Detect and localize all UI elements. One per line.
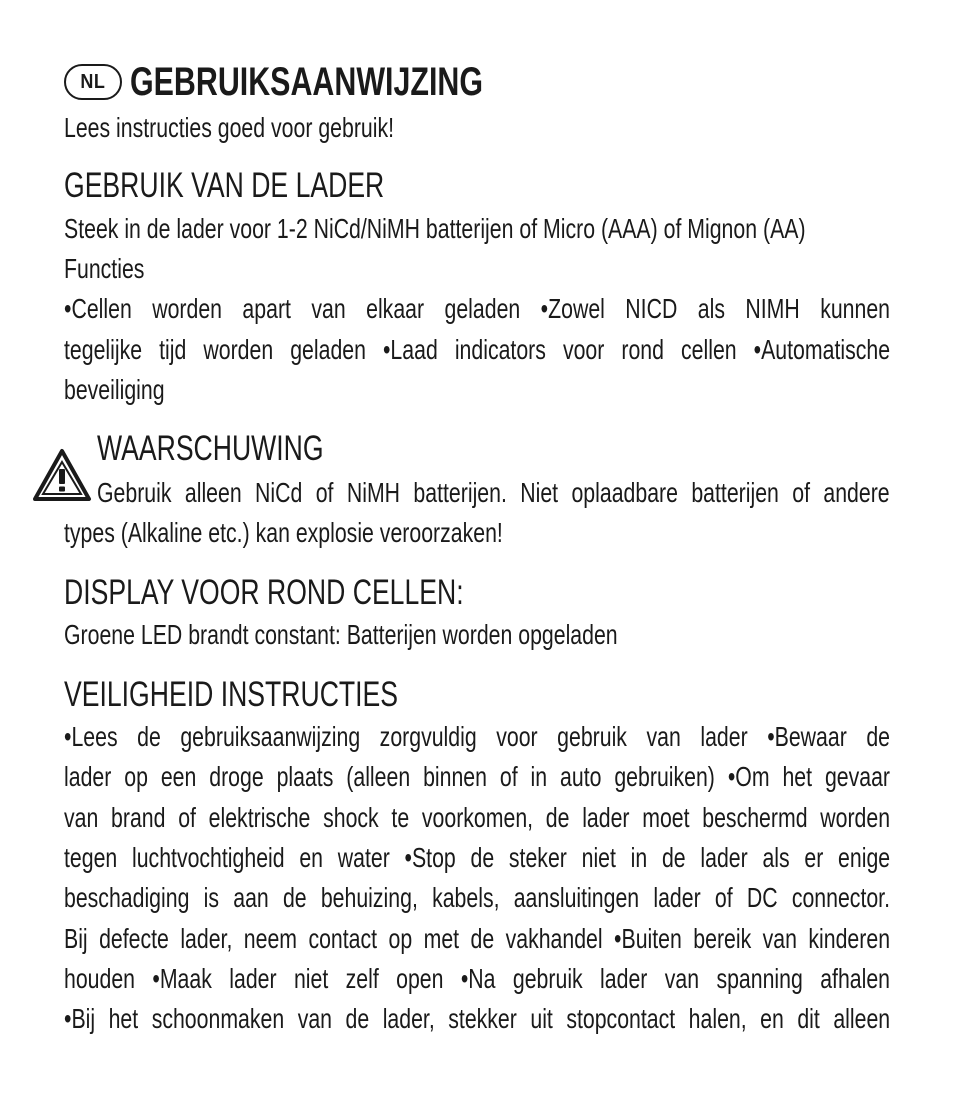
text-word: er [804, 842, 824, 873]
text-word: gebruiken) [614, 761, 715, 792]
text-word: connector. [791, 882, 890, 913]
safety-line-2 [64, 759, 890, 795]
page-title: GEBRUIKSAANWIJZING [130, 60, 483, 104]
language-badge: NL [64, 64, 122, 100]
safety-line-4 [64, 840, 890, 876]
text-word: auto [560, 761, 602, 792]
text-word: •Buiten [614, 923, 682, 954]
text-word: •Automatische [753, 334, 890, 365]
text-word: beschadiging [64, 882, 190, 913]
text-word: NiCd [255, 477, 303, 508]
text-word: gebruik [557, 721, 627, 752]
text-word: neem [243, 923, 298, 954]
usage-text: Steek in de lader voor 1-2 NiCd/NiMH batterijen of Micro (AAA) of Mignon (AA) [64, 213, 806, 244]
text-word: •Om [727, 761, 770, 792]
text-word: houden [64, 963, 136, 994]
text-word: als [762, 842, 790, 873]
text-word: worden [152, 293, 223, 324]
text-word: voor [562, 334, 605, 365]
text-word: alleen [184, 477, 242, 508]
text-word: DC [746, 882, 778, 913]
usage-heading: GEBRUIK VAN DE LADER [64, 166, 385, 205]
text-word: moet [642, 802, 690, 833]
text-word: •Laad [382, 334, 438, 365]
display-heading: DISPLAY VOOR ROND CELLEN: [64, 573, 464, 612]
text-word: lader [700, 721, 748, 752]
text-word: van [64, 802, 99, 833]
warning-line-2: types (Alkaline etc.) kan explosie veroorzaken! [64, 517, 503, 548]
text-word: lader, [382, 1003, 435, 1034]
text-word: bereik [693, 923, 752, 954]
text-word: of [714, 882, 733, 913]
text-word: kabels, [432, 882, 500, 913]
text-word: de [866, 721, 890, 752]
functions-line-1 [64, 291, 890, 327]
safety-line-6 [64, 921, 890, 957]
text-word: in [530, 761, 548, 792]
text-word: kinderen [808, 923, 890, 954]
text-word: water [337, 842, 390, 873]
text-word: voor [496, 721, 538, 752]
text-word: geladen [290, 334, 366, 365]
text-word: batterijen. [413, 477, 507, 508]
text-word: Niet [520, 477, 559, 508]
text-word: zorgvuldig [379, 721, 477, 752]
text-word: plaats [276, 761, 334, 792]
text-word: lader [582, 802, 630, 833]
text-word: de [470, 842, 495, 873]
warning-line-1 [97, 475, 890, 511]
text-word: lader, [180, 923, 233, 954]
text-word: contact [308, 923, 378, 954]
text-word: lader [700, 842, 748, 873]
text-word: •Na [460, 963, 496, 994]
text-word: droge [209, 761, 264, 792]
text-word: geladen [444, 293, 521, 324]
text-word: lader [229, 963, 277, 994]
text-word: met [423, 923, 460, 954]
text-word: gevaar [824, 761, 890, 792]
text-word: niet [581, 842, 616, 873]
safety-line-8 [64, 1001, 890, 1037]
title-row [64, 58, 594, 106]
text-word: op [388, 923, 413, 954]
text-word: of [499, 761, 518, 792]
text-word: lader [653, 882, 701, 913]
text-word: •Stop [404, 842, 456, 873]
text-word: NICD [625, 293, 678, 324]
text-word: batterijen [691, 477, 779, 508]
text-word: of [178, 802, 196, 833]
text-word: stekker [448, 1003, 517, 1034]
text-word: elektrische [208, 802, 311, 833]
text-word: de [137, 721, 161, 752]
text-word: Bij [64, 923, 88, 954]
text-word: schoonmaken [151, 1003, 285, 1034]
text-word: de [282, 882, 307, 913]
text-word: van [762, 923, 797, 954]
text-word: de [661, 842, 686, 873]
text-word: gebruiksaanwijzing [180, 721, 361, 752]
text-word: Gebruik [97, 477, 172, 508]
text-word: van [297, 1003, 333, 1034]
text-word: elkaar [366, 293, 425, 324]
text-word: shock [323, 802, 379, 833]
text-word: steker [508, 842, 567, 873]
text-word: gebruik [512, 963, 583, 994]
text-word: •Lees [64, 721, 118, 752]
text-word: het [782, 761, 813, 792]
text-word: tegelijke [64, 334, 143, 365]
text-word: de [470, 923, 495, 954]
text-word: open [396, 963, 444, 994]
text-word: beschermd [702, 802, 808, 833]
text-word: •Bewaar [767, 721, 847, 752]
text-word: NiMH [346, 477, 401, 508]
text-word: aan [233, 882, 269, 913]
text-word: enige [838, 842, 890, 873]
text-word: indicators [454, 334, 546, 365]
text-word: in [630, 842, 648, 873]
text-word: een [160, 761, 197, 792]
text-word: andere [823, 477, 890, 508]
safety-line-5 [64, 880, 890, 916]
text-word: behuizing, [320, 882, 418, 913]
text-word: cellen [681, 334, 737, 365]
text-word: brand [111, 802, 166, 833]
text-word: •Zowel [540, 293, 605, 324]
text-word: of [792, 477, 810, 508]
text-word: van [664, 963, 700, 994]
warning-triangle-icon [32, 448, 92, 502]
text-word: of [315, 477, 334, 508]
safety-line-1 [64, 719, 890, 755]
text-word: rond [621, 334, 664, 365]
text-word: worden [820, 802, 890, 833]
text-word: •Bij [64, 1003, 96, 1034]
text-word: •Cellen [64, 293, 132, 324]
text-word: de [345, 1003, 370, 1034]
text-word: als [697, 293, 725, 324]
text-word: op [124, 761, 148, 792]
text-word: •Maak [152, 963, 212, 994]
text-word: spanning [716, 963, 803, 994]
text-word: tegen [64, 842, 118, 873]
text-word: (alleen [346, 761, 411, 792]
text-word: vakhandel [505, 923, 603, 954]
text-word: van [311, 293, 346, 324]
text-word: tijd [159, 334, 187, 365]
text-word: kunnen [820, 293, 890, 324]
warning-heading: WAARSCHUWING [97, 429, 324, 468]
text-word: lader [600, 963, 648, 994]
safety-line-3 [64, 800, 890, 836]
text-word: dit [797, 1003, 820, 1034]
text-word: defecte [99, 923, 169, 954]
text-word: voorkomen, [421, 802, 534, 833]
text-word: zelf [345, 963, 379, 994]
text-word: uit [530, 1003, 553, 1034]
subtitle: Lees instructies goed voor gebruik! [64, 112, 395, 143]
functions-line-2 [64, 332, 890, 368]
text-word: van [646, 721, 681, 752]
text-word: apart [242, 293, 291, 324]
text-word: aansluitingen [513, 882, 640, 913]
text-word: het [108, 1003, 139, 1034]
text-word: stopcontact [566, 1003, 676, 1034]
text-word: en [760, 1003, 784, 1034]
text-word: luchtvochtigheid [131, 842, 285, 873]
functions-label: Functies [64, 253, 145, 284]
text-word: worden [203, 334, 274, 365]
safety-heading: VEILIGHEID INSTRUCTIES [64, 675, 399, 714]
text-word: te [391, 802, 410, 833]
text-word: lader [64, 761, 112, 792]
text-word: en [299, 842, 324, 873]
text-word: niet [293, 963, 329, 994]
text-word: halen, [688, 1003, 747, 1034]
display-text: Groene LED brandt constant: Batterijen worden opgeladen [64, 619, 618, 650]
text-word: afhalen [820, 963, 890, 994]
text-word: oplaadbare [571, 477, 678, 508]
text-word: NIMH [745, 293, 800, 324]
text-word: is [203, 882, 220, 913]
text-word: de [545, 802, 570, 833]
text-word: alleen [833, 1003, 890, 1034]
text-word: binnen [423, 761, 487, 792]
functions-line-3: beveiliging [64, 374, 165, 405]
safety-line-7 [64, 961, 890, 997]
